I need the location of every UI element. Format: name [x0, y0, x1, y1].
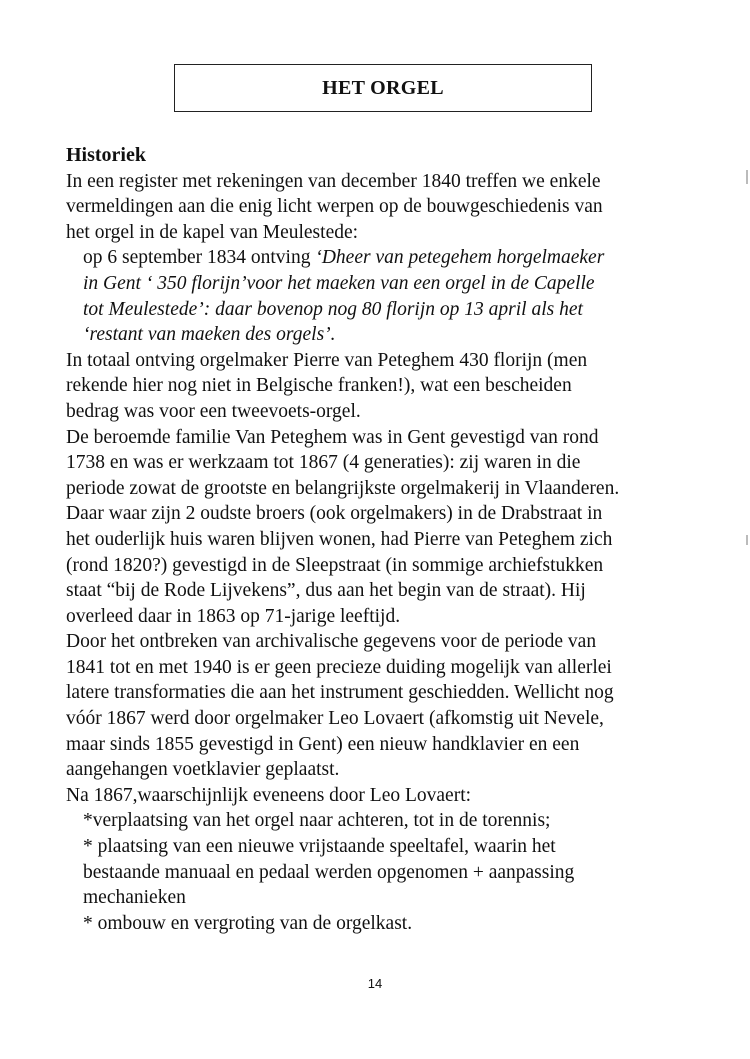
paragraph-line: het ouderlijk huis waren blijven wonen, had Pierre van Peteghem zich	[66, 528, 613, 550]
paragraph-line: bedrag was voor een tweevoets-orgel.	[66, 400, 361, 422]
section-heading: Historiek	[66, 144, 146, 166]
quote-line: ‘restant van maeken des orgels’.	[83, 324, 336, 346]
page-title: HET ORGEL	[322, 76, 444, 99]
paragraph-line: periode zowat de grootste en belangrijkste orgelmakerij in Vlaanderen.	[66, 477, 620, 499]
intro-line: het orgel in de kapel van Meulestede:	[66, 221, 359, 243]
paragraph-line: In totaal ontving orgelmaker Pierre van Peteghem 430 florijn (men	[66, 349, 588, 371]
intro-line: In een register met rekeningen van december 1840 treffen we enkele	[66, 170, 601, 192]
quote-line: tot Meulestede’: daar bovenop nog 80 florijn op 13 april als het	[83, 298, 583, 320]
bullet-line: *verplaatsing van het orgel naar achteren, tot in de torennis;	[83, 810, 551, 832]
quote-line	[66, 245, 696, 271]
intro-line: vermeldingen aan die enig licht werpen op de bouwgeschiedenis van	[66, 196, 603, 218]
paragraph-line: Daar waar zijn 2 oudste broers (ook orgelmakers) in de Drabstraat in	[66, 503, 603, 525]
bullet-line: * plaatsing van een nieuwe vrijstaande speeltafel, waarin het	[83, 836, 556, 858]
paragraph-line: Na 1867,waarschijnlijk eveneens door Leo Lovaert:	[66, 784, 472, 806]
paragraph-line: (rond 1820?) gevestigd in de Sleepstraat (in sommige archiefstukken	[66, 554, 604, 576]
paragraph-line: De beroemde familie Van Peteghem was in Gent gevestigd van rond	[66, 426, 599, 448]
paragraph-line: vóór 1867 werd door orgelmaker Leo Lovaert (afkomstig uit Nevele,	[66, 708, 604, 730]
bullet-line: mechanieken	[83, 887, 186, 909]
scan-edge-mark	[746, 170, 748, 184]
document-body	[66, 143, 696, 936]
quote-line-normal: op 6 september 1834 ontving	[83, 247, 316, 269]
quote-line: in Gent ‘ 350 florijn’voor het maeken van een orgel in de Capelle	[83, 272, 595, 294]
page-number: 14	[367, 976, 383, 991]
paragraph-line: aangehangen voetklavier geplaatst.	[66, 759, 340, 781]
title-box	[174, 64, 592, 112]
quote-line-italic: ‘Dheer van petegehem horgelmaeker	[315, 247, 605, 269]
paragraph-line: Door het ontbreken van archivalische gegevens voor de periode van	[66, 631, 597, 653]
scan-edge-mark	[746, 535, 748, 545]
paragraph-line: 1738 en was er werkzaam tot 1867 (4 generaties): zij waren in die	[66, 452, 581, 474]
bullet-line: * ombouw en vergroting van de orgelkast.	[83, 912, 413, 934]
bullet-line: bestaande manuaal en pedaal werden opgenomen + aanpassing	[83, 861, 575, 883]
paragraph-line: overleed daar in 1863 op 71-jarige leeftijd.	[66, 605, 401, 627]
paragraph-line: rekende hier nog niet in Belgische franken!), wat een bescheiden	[66, 375, 572, 397]
paragraph-line: latere transformaties die aan het instrument geschiedden. Wellicht nog	[66, 682, 614, 704]
paragraph-line: maar sinds 1855 gevestigd in Gent) een nieuw handklavier en een	[66, 733, 580, 755]
paragraph-line: 1841 tot en met 1940 is er geen precieze duiding mogelijk van allerlei	[66, 656, 612, 678]
paragraph-line: staat “bij de Rode Lijvekens”, dus aan het begin van de straat). Hij	[66, 580, 586, 602]
